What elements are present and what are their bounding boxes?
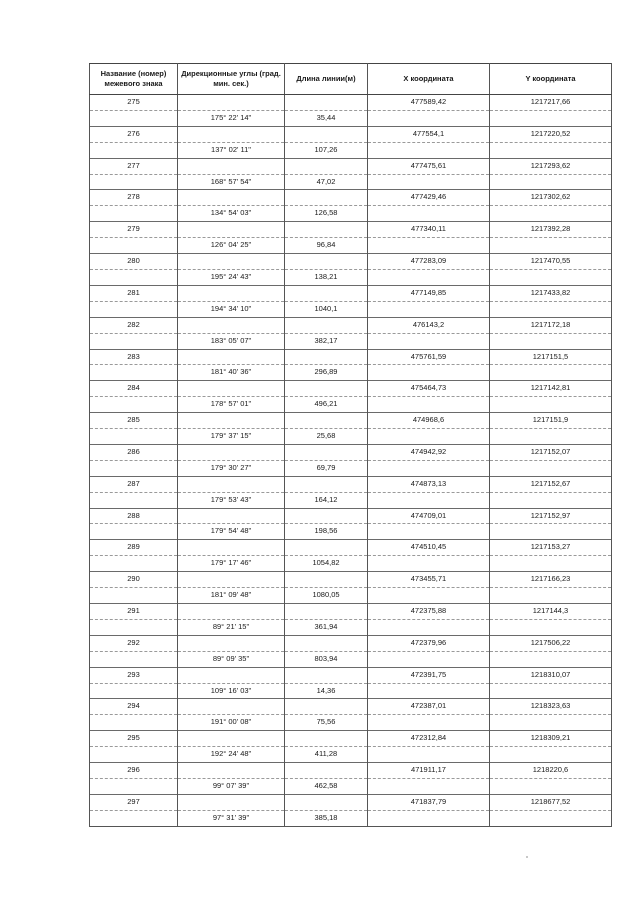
cell-mark-name — [90, 365, 178, 381]
cell-x-coordinate — [368, 460, 490, 476]
cell-mark-name: 294 — [90, 699, 178, 715]
cell-line-length — [285, 349, 368, 365]
cell-direction-angle: 134° 54' 03" — [178, 206, 285, 222]
table-row — [90, 492, 612, 508]
cell-x-coordinate: 474709,01 — [368, 508, 490, 524]
cell-line-length: 107,26 — [285, 142, 368, 158]
cell-y-coordinate — [490, 429, 612, 445]
cell-mark-name: 276 — [90, 126, 178, 142]
table-row — [90, 619, 612, 635]
cell-line-length: 138,21 — [285, 269, 368, 285]
cell-line-length: 1054,82 — [285, 556, 368, 572]
table-row — [90, 317, 612, 333]
cell-direction-angle — [178, 158, 285, 174]
cell-y-coordinate — [490, 365, 612, 381]
cell-line-length: 462,58 — [285, 778, 368, 794]
table-row — [90, 397, 612, 413]
table-row — [90, 174, 612, 190]
table-row — [90, 747, 612, 763]
cell-direction-angle: 191° 00' 08" — [178, 715, 285, 731]
cell-x-coordinate: 477149,85 — [368, 285, 490, 301]
cell-line-length — [285, 794, 368, 810]
cell-line-length: 411,28 — [285, 747, 368, 763]
cell-line-length: 75,56 — [285, 715, 368, 731]
cell-y-coordinate — [490, 174, 612, 190]
cell-direction-angle: 179° 37' 15" — [178, 429, 285, 445]
table-row — [90, 142, 612, 158]
cell-x-coordinate: 473455,71 — [368, 572, 490, 588]
cell-line-length: 69,79 — [285, 460, 368, 476]
cell-y-coordinate — [490, 460, 612, 476]
cell-mark-name — [90, 206, 178, 222]
cell-line-length — [285, 222, 368, 238]
cell-direction-angle: 137° 02' 11" — [178, 142, 285, 158]
cell-direction-angle — [178, 699, 285, 715]
cell-y-coordinate: 1217506,22 — [490, 635, 612, 651]
cell-y-coordinate — [490, 301, 612, 317]
table-row — [90, 126, 612, 142]
table-row — [90, 429, 612, 445]
cell-x-coordinate: 472375,88 — [368, 604, 490, 620]
cell-direction-angle — [178, 508, 285, 524]
table-row — [90, 413, 612, 429]
cell-x-coordinate: 475464,73 — [368, 381, 490, 397]
table-row — [90, 651, 612, 667]
cell-line-length — [285, 699, 368, 715]
cell-mark-name — [90, 429, 178, 445]
cell-mark-name: 290 — [90, 572, 178, 588]
table-row — [90, 222, 612, 238]
cell-y-coordinate — [490, 683, 612, 699]
cell-line-length — [285, 444, 368, 460]
cell-direction-angle — [178, 794, 285, 810]
cell-mark-name — [90, 619, 178, 635]
cell-x-coordinate — [368, 715, 490, 731]
table-row — [90, 190, 612, 206]
cell-y-coordinate — [490, 588, 612, 604]
cell-line-length — [285, 763, 368, 779]
cell-mark-name — [90, 778, 178, 794]
cell-direction-angle: 175° 22' 14" — [178, 110, 285, 126]
cell-y-coordinate: 1217152,97 — [490, 508, 612, 524]
cell-direction-angle: 99° 07' 39" — [178, 778, 285, 794]
cell-direction-angle — [178, 476, 285, 492]
cell-x-coordinate — [368, 238, 490, 254]
cell-x-coordinate — [368, 492, 490, 508]
table-row — [90, 731, 612, 747]
cell-line-length: 385,18 — [285, 810, 368, 826]
cell-y-coordinate: 1217470,55 — [490, 254, 612, 270]
header-line-length: Длина линии(м) — [285, 64, 368, 95]
cell-line-length — [285, 635, 368, 651]
table-row — [90, 794, 612, 810]
cell-direction-angle — [178, 381, 285, 397]
cell-x-coordinate: 471837,79 — [368, 794, 490, 810]
cell-direction-angle: 126° 04' 25" — [178, 238, 285, 254]
cell-y-coordinate — [490, 492, 612, 508]
cell-line-length: 96,84 — [285, 238, 368, 254]
cell-mark-name — [90, 524, 178, 540]
cell-line-length — [285, 381, 368, 397]
cell-mark-name — [90, 174, 178, 190]
cell-x-coordinate — [368, 810, 490, 826]
cell-x-coordinate — [368, 142, 490, 158]
cell-x-coordinate: 477554,1 — [368, 126, 490, 142]
cell-y-coordinate — [490, 333, 612, 349]
cell-y-coordinate: 1217220,52 — [490, 126, 612, 142]
cell-x-coordinate: 472312,84 — [368, 731, 490, 747]
cell-line-length — [285, 604, 368, 620]
cell-mark-name: 279 — [90, 222, 178, 238]
header-y-coordinate: Y координата — [490, 64, 612, 95]
cell-mark-name: 280 — [90, 254, 178, 270]
cell-x-coordinate: 474510,45 — [368, 540, 490, 556]
cell-line-length: 1040,1 — [285, 301, 368, 317]
cell-mark-name — [90, 747, 178, 763]
cell-y-coordinate: 1218323,63 — [490, 699, 612, 715]
cell-line-length — [285, 95, 368, 111]
cell-direction-angle: 89° 21' 15" — [178, 619, 285, 635]
cell-direction-angle: 89° 09' 35" — [178, 651, 285, 667]
cell-mark-name — [90, 651, 178, 667]
cell-x-coordinate — [368, 333, 490, 349]
cell-y-coordinate: 1217151,5 — [490, 349, 612, 365]
table-header-row — [90, 64, 612, 95]
cell-x-coordinate: 471911,17 — [368, 763, 490, 779]
cell-mark-name — [90, 460, 178, 476]
cell-y-coordinate — [490, 619, 612, 635]
table-row — [90, 333, 612, 349]
cell-y-coordinate: 1217293,62 — [490, 158, 612, 174]
cell-x-coordinate — [368, 206, 490, 222]
table-row — [90, 285, 612, 301]
cell-mark-name: 288 — [90, 508, 178, 524]
cell-x-coordinate — [368, 110, 490, 126]
cell-mark-name: 295 — [90, 731, 178, 747]
coordinates-table — [89, 63, 612, 827]
cell-y-coordinate: 1217433,82 — [490, 285, 612, 301]
cell-x-coordinate: 477589,42 — [368, 95, 490, 111]
cell-y-coordinate: 1218677,52 — [490, 794, 612, 810]
header-x-coordinate: X координата — [368, 64, 490, 95]
cell-direction-angle — [178, 254, 285, 270]
cell-x-coordinate — [368, 651, 490, 667]
table-row — [90, 810, 612, 826]
cell-x-coordinate — [368, 269, 490, 285]
cell-mark-name: 284 — [90, 381, 178, 397]
cell-mark-name: 286 — [90, 444, 178, 460]
cell-direction-angle — [178, 572, 285, 588]
table-row — [90, 206, 612, 222]
cell-direction-angle: 109° 16' 03" — [178, 683, 285, 699]
cell-x-coordinate: 476143,2 — [368, 317, 490, 333]
cell-direction-angle: 179° 53' 43" — [178, 492, 285, 508]
cell-line-length: 382,17 — [285, 333, 368, 349]
cell-y-coordinate — [490, 778, 612, 794]
cell-line-length — [285, 540, 368, 556]
cell-x-coordinate: 477475,61 — [368, 158, 490, 174]
cell-direction-angle — [178, 731, 285, 747]
cell-direction-angle — [178, 126, 285, 142]
cell-x-coordinate: 477340,11 — [368, 222, 490, 238]
table-row — [90, 238, 612, 254]
cell-mark-name — [90, 810, 178, 826]
cell-y-coordinate: 1218310,07 — [490, 667, 612, 683]
cell-line-length: 803,94 — [285, 651, 368, 667]
cell-mark-name — [90, 333, 178, 349]
table-row — [90, 699, 612, 715]
cell-x-coordinate: 477283,09 — [368, 254, 490, 270]
cell-x-coordinate — [368, 683, 490, 699]
cell-mark-name — [90, 269, 178, 285]
table-row — [90, 301, 612, 317]
cell-y-coordinate — [490, 747, 612, 763]
table-row — [90, 476, 612, 492]
cell-mark-name: 281 — [90, 285, 178, 301]
header-mark-name: Название (номер) межевого знака — [90, 64, 178, 95]
cell-mark-name — [90, 301, 178, 317]
cell-y-coordinate — [490, 269, 612, 285]
cell-direction-angle — [178, 285, 285, 301]
table-row — [90, 683, 612, 699]
cell-mark-name: 287 — [90, 476, 178, 492]
cell-direction-angle: 168° 57' 54" — [178, 174, 285, 190]
cell-direction-angle: 178° 57' 01" — [178, 397, 285, 413]
cell-mark-name: 289 — [90, 540, 178, 556]
table-row — [90, 158, 612, 174]
table-row — [90, 572, 612, 588]
cell-x-coordinate — [368, 524, 490, 540]
cell-x-coordinate: 474873,13 — [368, 476, 490, 492]
table-row — [90, 110, 612, 126]
cell-mark-name — [90, 238, 178, 254]
table-row — [90, 604, 612, 620]
cell-line-length: 164,12 — [285, 492, 368, 508]
cell-mark-name — [90, 715, 178, 731]
cell-x-coordinate — [368, 747, 490, 763]
cell-mark-name: 297 — [90, 794, 178, 810]
cell-direction-angle — [178, 222, 285, 238]
table-row — [90, 556, 612, 572]
cell-line-length — [285, 254, 368, 270]
cell-x-coordinate — [368, 365, 490, 381]
cell-direction-angle: 192° 24' 48" — [178, 747, 285, 763]
cell-x-coordinate — [368, 556, 490, 572]
cell-mark-name — [90, 110, 178, 126]
cell-mark-name: 285 — [90, 413, 178, 429]
cell-direction-angle: 179° 30' 27" — [178, 460, 285, 476]
cell-direction-angle: 194° 34' 10" — [178, 301, 285, 317]
cell-mark-name — [90, 397, 178, 413]
cell-line-length — [285, 667, 368, 683]
cell-y-coordinate: 1217172,18 — [490, 317, 612, 333]
cell-direction-angle — [178, 349, 285, 365]
cell-x-coordinate — [368, 397, 490, 413]
cell-direction-angle — [178, 763, 285, 779]
cell-mark-name: 275 — [90, 95, 178, 111]
header-direction-angle: Дирекционные углы (град. мин. сек.) — [178, 64, 285, 95]
cell-direction-angle — [178, 635, 285, 651]
cell-y-coordinate — [490, 524, 612, 540]
cell-direction-angle: 195° 24' 43" — [178, 269, 285, 285]
table-row — [90, 588, 612, 604]
cell-y-coordinate: 1217217,66 — [490, 95, 612, 111]
cell-y-coordinate: 1217153,27 — [490, 540, 612, 556]
cell-y-coordinate — [490, 715, 612, 731]
cell-x-coordinate — [368, 778, 490, 794]
cell-direction-angle — [178, 190, 285, 206]
cell-mark-name: 296 — [90, 763, 178, 779]
cell-mark-name — [90, 683, 178, 699]
scan-speck — [526, 856, 528, 858]
cell-mark-name: 277 — [90, 158, 178, 174]
table-row — [90, 635, 612, 651]
cell-direction-angle: 179° 54' 48" — [178, 524, 285, 540]
cell-line-length: 198,56 — [285, 524, 368, 540]
cell-line-length — [285, 476, 368, 492]
cell-x-coordinate: 472387,01 — [368, 699, 490, 715]
cell-line-length — [285, 731, 368, 747]
cell-y-coordinate — [490, 397, 612, 413]
cell-line-length — [285, 508, 368, 524]
table-row — [90, 254, 612, 270]
cell-line-length — [285, 190, 368, 206]
cell-mark-name: 278 — [90, 190, 178, 206]
cell-line-length: 25,68 — [285, 429, 368, 445]
cell-direction-angle: 183° 05' 07" — [178, 333, 285, 349]
cell-line-length: 35,44 — [285, 110, 368, 126]
cell-x-coordinate — [368, 588, 490, 604]
cell-direction-angle: 181° 09' 48" — [178, 588, 285, 604]
cell-x-coordinate: 474942,92 — [368, 444, 490, 460]
cell-x-coordinate — [368, 429, 490, 445]
cell-y-coordinate: 1217152,07 — [490, 444, 612, 460]
cell-line-length: 1080,05 — [285, 588, 368, 604]
table-row — [90, 667, 612, 683]
cell-direction-angle — [178, 95, 285, 111]
cell-direction-angle — [178, 667, 285, 683]
cell-x-coordinate: 472379,96 — [368, 635, 490, 651]
table-row — [90, 524, 612, 540]
cell-y-coordinate — [490, 110, 612, 126]
cell-line-length — [285, 572, 368, 588]
cell-mark-name — [90, 556, 178, 572]
cell-y-coordinate — [490, 142, 612, 158]
cell-y-coordinate: 1217142,81 — [490, 381, 612, 397]
table-row — [90, 460, 612, 476]
table-row — [90, 715, 612, 731]
cell-line-length: 126,58 — [285, 206, 368, 222]
cell-y-coordinate: 1217166,23 — [490, 572, 612, 588]
table-row — [90, 540, 612, 556]
cell-direction-angle — [178, 413, 285, 429]
cell-y-coordinate: 1217151,9 — [490, 413, 612, 429]
cell-y-coordinate: 1217144,3 — [490, 604, 612, 620]
cell-y-coordinate — [490, 238, 612, 254]
table-row — [90, 349, 612, 365]
cell-y-coordinate — [490, 206, 612, 222]
cell-x-coordinate: 475761,59 — [368, 349, 490, 365]
cell-y-coordinate — [490, 810, 612, 826]
table-row — [90, 763, 612, 779]
cell-y-coordinate — [490, 651, 612, 667]
cell-x-coordinate: 474968,6 — [368, 413, 490, 429]
cell-mark-name — [90, 492, 178, 508]
cell-x-coordinate — [368, 174, 490, 190]
table-row — [90, 508, 612, 524]
cell-y-coordinate: 1217392,28 — [490, 222, 612, 238]
table-row — [90, 381, 612, 397]
cell-line-length — [285, 158, 368, 174]
cell-y-coordinate: 1218220,6 — [490, 763, 612, 779]
cell-line-length: 14,36 — [285, 683, 368, 699]
cell-mark-name: 283 — [90, 349, 178, 365]
cell-line-length: 296,89 — [285, 365, 368, 381]
cell-x-coordinate — [368, 301, 490, 317]
cell-mark-name — [90, 588, 178, 604]
cell-y-coordinate: 1218309,21 — [490, 731, 612, 747]
cell-y-coordinate: 1217152,67 — [490, 476, 612, 492]
cell-x-coordinate: 472391,75 — [368, 667, 490, 683]
cell-direction-angle: 179° 17' 46" — [178, 556, 285, 572]
cell-mark-name: 282 — [90, 317, 178, 333]
table-body — [90, 95, 612, 827]
cell-mark-name: 291 — [90, 604, 178, 620]
cell-direction-angle — [178, 444, 285, 460]
cell-line-length: 496,21 — [285, 397, 368, 413]
cell-line-length — [285, 317, 368, 333]
table-row — [90, 365, 612, 381]
table-row — [90, 269, 612, 285]
table-row — [90, 95, 612, 111]
cell-line-length: 47,02 — [285, 174, 368, 190]
cell-y-coordinate: 1217302,62 — [490, 190, 612, 206]
cell-x-coordinate: 477429,46 — [368, 190, 490, 206]
cell-mark-name: 292 — [90, 635, 178, 651]
cell-line-length — [285, 413, 368, 429]
cell-direction-angle: 97° 31' 39" — [178, 810, 285, 826]
table-row — [90, 778, 612, 794]
cell-direction-angle — [178, 317, 285, 333]
cell-direction-angle — [178, 604, 285, 620]
cell-x-coordinate — [368, 619, 490, 635]
cell-y-coordinate — [490, 556, 612, 572]
cell-mark-name: 293 — [90, 667, 178, 683]
cell-line-length — [285, 285, 368, 301]
cell-direction-angle: 181° 40' 36" — [178, 365, 285, 381]
cell-mark-name — [90, 142, 178, 158]
cell-direction-angle — [178, 540, 285, 556]
table-row — [90, 444, 612, 460]
cell-line-length: 361,94 — [285, 619, 368, 635]
cell-line-length — [285, 126, 368, 142]
